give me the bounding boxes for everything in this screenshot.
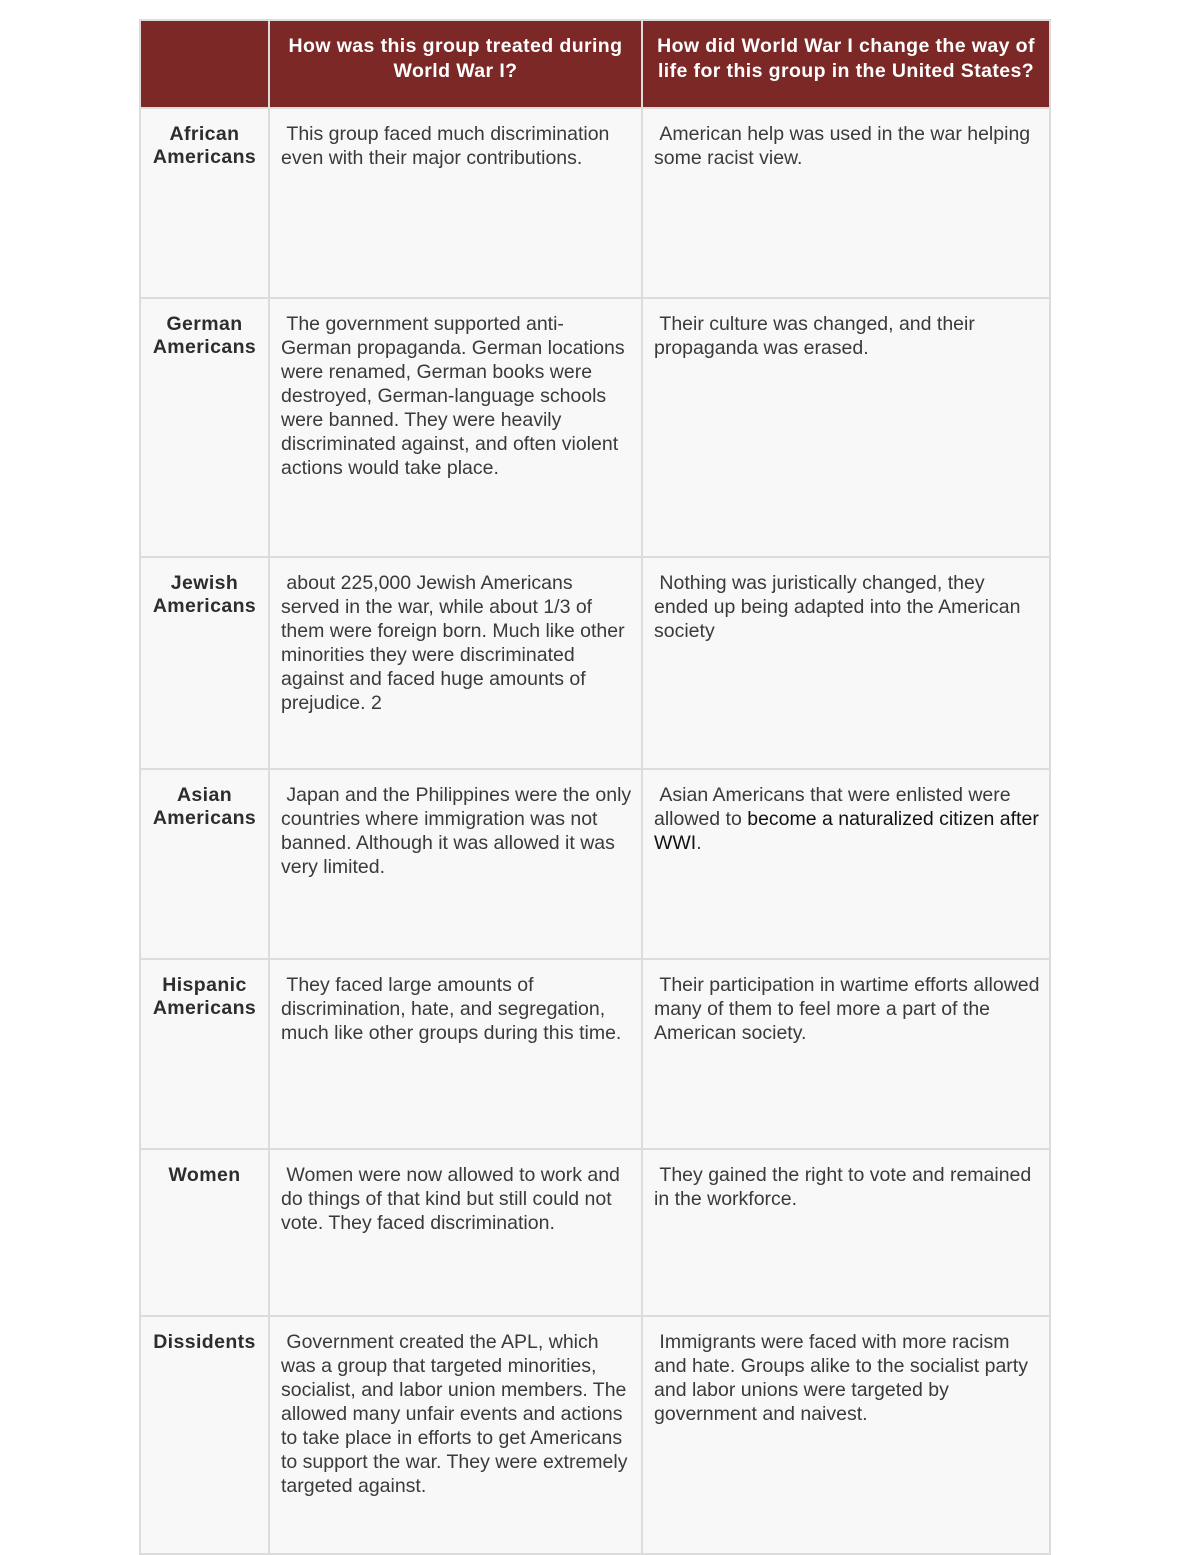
change-cell [642,959,1050,1149]
change-text: They gained the right to vote and remained in the workforce. [654,1164,1037,1210]
treatment-cell [269,959,642,1149]
table-row [140,298,1050,557]
change-text: Nothing was juristically changed, they ended up being adapted into the American society [654,572,1026,642]
header-treatment-label: How was this group treated during World War I? [288,35,623,82]
header-group-label [151,34,258,96]
table-row [140,1316,1050,1554]
change-text-tail: . [696,832,702,854]
change-cell [642,108,1050,298]
change-text: Their participation in wartime efforts allowed many of them to feel more a part of the American society. [654,974,1045,1044]
change-cell [642,769,1050,959]
group-name: African Americans [140,108,269,298]
treatment-text: The government supported anti-German propaganda. German locations were renamed, German books were destroyed, German-language schools were banned. They were heavily discriminated against, and often violent actions would take place. [281,313,631,479]
header-treatment-cell [269,20,642,108]
treatment-text: about 225,000 Jewish Americans served in the war, while about 1/3 of them were foreign born. Much like other minorities they were discriminated against and faced huge amounts of prejudice. 2 [281,572,631,714]
change-text-emphasis: become a naturalized citizen after WWI [654,808,1045,854]
change-cell [642,1149,1050,1316]
treatment-text: This group faced much discrimination even with their major contributions. [281,123,615,169]
treatment-cell [269,298,642,557]
change-text: American help was used in the war helping some racist view. [654,123,1036,169]
table-row [140,959,1050,1149]
group-name: German Americans [140,298,269,557]
header-change-label: How did World War I change the way of life for this group in the United States? [657,35,1035,82]
group-name: Dissidents [140,1316,269,1554]
treatment-text: Government created the APL, which was a group that targeted minorities, socialist, and labor union members. The allowed many unfair events and actions to take place in efforts to get Americans to support the war. They were extremely targeted against. [281,1331,633,1497]
change-cell [642,1316,1050,1554]
treatment-cell [269,1149,642,1316]
group-name: Jewish Americans [140,557,269,769]
treatment-cell [269,557,642,769]
wwi-groups-table [139,19,1051,1555]
change-text [654,783,1045,855]
table-row [140,108,1050,298]
table-row [140,1149,1050,1316]
header-group-cell [140,20,269,108]
group-name: Asian Americans [140,769,269,959]
treatment-text: Japan and the Philippines were the only countries where immigration was not banned. Although it was allowed it was very limited. [281,784,637,878]
header-change-cell [642,20,1050,108]
treatment-text: They faced large amounts of discrimination, hate, and segregation, much like other groups during this time. [281,974,622,1044]
treatment-text: Women were now allowed to work and do things of that kind but still could not vote. They faced discrimination. [281,1164,626,1234]
treatment-cell [269,108,642,298]
treatment-cell [269,769,642,959]
change-text: Their culture was changed, and their propaganda was erased. [654,313,981,359]
group-name: Hispanic Americans [140,959,269,1149]
group-name: Women [140,1149,269,1316]
table-row [140,769,1050,959]
change-cell [642,557,1050,769]
treatment-cell [269,1316,642,1554]
change-text-start: Asian Americans that were enlisted were allowed to [654,784,1017,830]
table-row [140,557,1050,769]
change-text: Immigrants were faced with more racism and hate. Groups alike to the socialist party and labor unions were targeted by government and naivest. [654,1331,1034,1425]
header-row [140,20,1050,108]
change-cell [642,298,1050,557]
